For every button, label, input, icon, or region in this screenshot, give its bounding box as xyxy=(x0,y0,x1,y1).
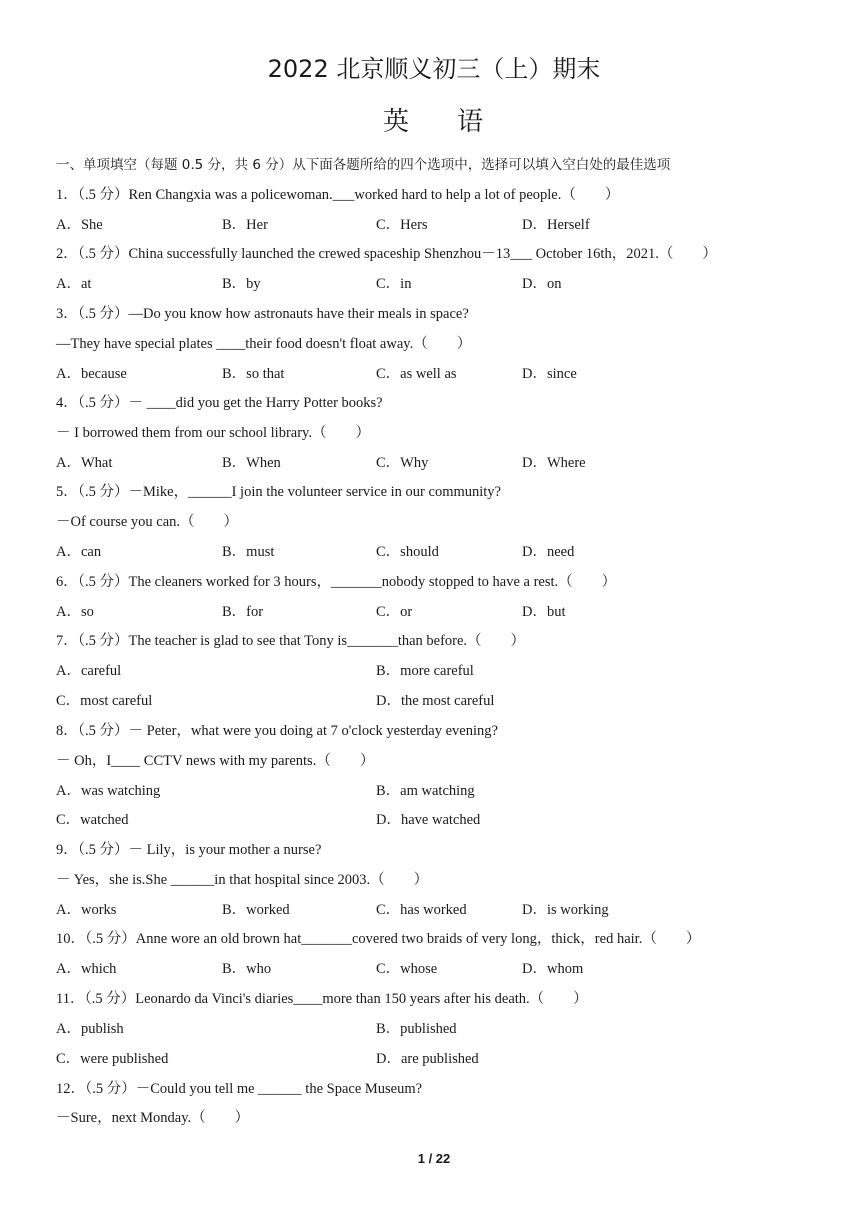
question-12-line-2: －Sure，next Monday.（ ） xyxy=(56,1110,250,1126)
question-8-line-2: － Oh，I____ CCTV news with my parents.（ ） xyxy=(56,753,375,769)
subject-heading xyxy=(0,104,868,140)
q2-option-c: C．in xyxy=(376,276,412,292)
q3-option-c: C．as well as xyxy=(376,366,457,382)
q5-option-b: B．must xyxy=(222,544,275,560)
q10-option-a: A．which xyxy=(56,961,117,977)
q7-option-b: B．more careful xyxy=(376,663,474,679)
subject-char: 英 xyxy=(383,107,412,137)
question-9-line-2: － Yes，she is.She ______in that hospital since 2003.（ ） xyxy=(56,872,429,888)
question-1-stem: 1．（.5 分）Ren Changxia was a policewoman.___worked hard to help a lot of people.（ ） xyxy=(56,187,620,203)
q6-option-b: B．for xyxy=(222,604,264,620)
question-4-line-2: － I borrowed them from our school library.（ ） xyxy=(56,425,370,441)
q2-option-b: B．by xyxy=(222,276,261,292)
q7-option-d: D．the most careful xyxy=(376,693,495,709)
q6-option-d: D．but xyxy=(522,604,566,620)
question-2-stem: 2．（.5 分）China successfully launched the crewed spaceship Shenzhou－13___ October 16th，2021.（ ） xyxy=(56,246,717,262)
q8-option-d: D．have watched xyxy=(376,812,481,828)
q9-option-b: B．worked xyxy=(222,902,290,918)
q10-option-c: C．whose xyxy=(376,961,438,977)
q5-option-c: C．should xyxy=(376,544,439,560)
question-12-stem: 12．（.5 分）－Could you tell me ______ the Space Museum? xyxy=(56,1081,423,1097)
q10-option-d: D．whom xyxy=(522,961,584,977)
question-5-stem: 5．（.5 分）－Mike，______I join the volunteer service in our community? xyxy=(56,484,501,500)
q11-option-c: C．were published xyxy=(56,1051,169,1067)
q4-option-a: A．What xyxy=(56,455,113,471)
question-11-stem: 11．（.5 分）Leonardo da Vinci's diaries____more than 150 years after his death.（ ） xyxy=(56,991,588,1007)
q1-option-a: A．She xyxy=(56,217,103,233)
q6-option-c: C．or xyxy=(376,604,413,620)
q3-option-d: D．since xyxy=(522,366,577,382)
page-number: 1 / 22 xyxy=(417,1151,451,1166)
q9-option-d: D．is working xyxy=(522,902,609,918)
document-title: 2022 北京顺义初三（上）期末 xyxy=(267,55,601,83)
q4-option-c: C．Why xyxy=(376,455,429,471)
q8-option-b: B．am watching xyxy=(376,783,475,799)
q4-option-b: B．When xyxy=(222,455,281,471)
q10-option-b: B．who xyxy=(222,961,272,977)
subject-char: 语 xyxy=(457,107,486,137)
q5-option-a: A．can xyxy=(56,544,102,560)
section-heading: 一、单项填空（每题 0.5 分，共 6 分）从下面各题所给的四个选项中，选择可以填入空白处的最佳选项 xyxy=(56,157,671,173)
q11-option-b: B．published xyxy=(376,1021,457,1037)
question-9-stem: 9．（.5 分）－ Lily，is your mother a nurse? xyxy=(56,842,322,858)
question-4-stem: 4．（.5 分）－ ____did you get the Harry Potter books? xyxy=(56,395,383,411)
q1-option-b: B．Her xyxy=(222,217,268,233)
q11-option-d: D．are published xyxy=(376,1051,479,1067)
question-3-line-2: —They have special plates ____their food doesn't float away.（ ） xyxy=(56,336,472,352)
q5-option-d: D．need xyxy=(522,544,575,560)
q2-option-a: A．at xyxy=(56,276,92,292)
q9-option-c: C．has worked xyxy=(376,902,467,918)
q11-option-a: A．publish xyxy=(56,1021,124,1037)
q7-option-a: A．careful xyxy=(56,663,122,679)
question-5-line-2: －Of course you can.（ ） xyxy=(56,514,239,530)
question-10-stem: 10．（.5 分）Anne wore an old brown hat_______covered two braids of very long，thick，red hair.（ ） xyxy=(56,931,701,947)
q2-option-d: D．on xyxy=(522,276,562,292)
q3-option-b: B．so that xyxy=(222,366,285,382)
q9-option-a: A．works xyxy=(56,902,117,918)
q1-option-c: C．Hers xyxy=(376,217,428,233)
question-7-stem: 7．（.5 分）The teacher is glad to see that Tony is_______than before.（ ） xyxy=(56,633,526,649)
q4-option-d: D．Where xyxy=(522,455,586,471)
question-8-stem: 8．（.5 分）－ Peter，what were you doing at 7 o'clock yesterday evening? xyxy=(56,723,498,739)
q8-option-c: C．watched xyxy=(56,812,129,828)
question-3-stem: 3．（.5 分）—Do you know how astronauts have their meals in space? xyxy=(56,306,469,322)
q7-option-c: C．most careful xyxy=(56,693,153,709)
q3-option-a: A．because xyxy=(56,366,127,382)
q1-option-d: D．Herself xyxy=(522,217,590,233)
q8-option-a: A．was watching xyxy=(56,783,161,799)
q6-option-a: A．so xyxy=(56,604,94,620)
question-6-stem: 6．（.5 分）The cleaners worked for 3 hours，_______nobody stopped to have a rest.（ ） xyxy=(56,574,617,590)
